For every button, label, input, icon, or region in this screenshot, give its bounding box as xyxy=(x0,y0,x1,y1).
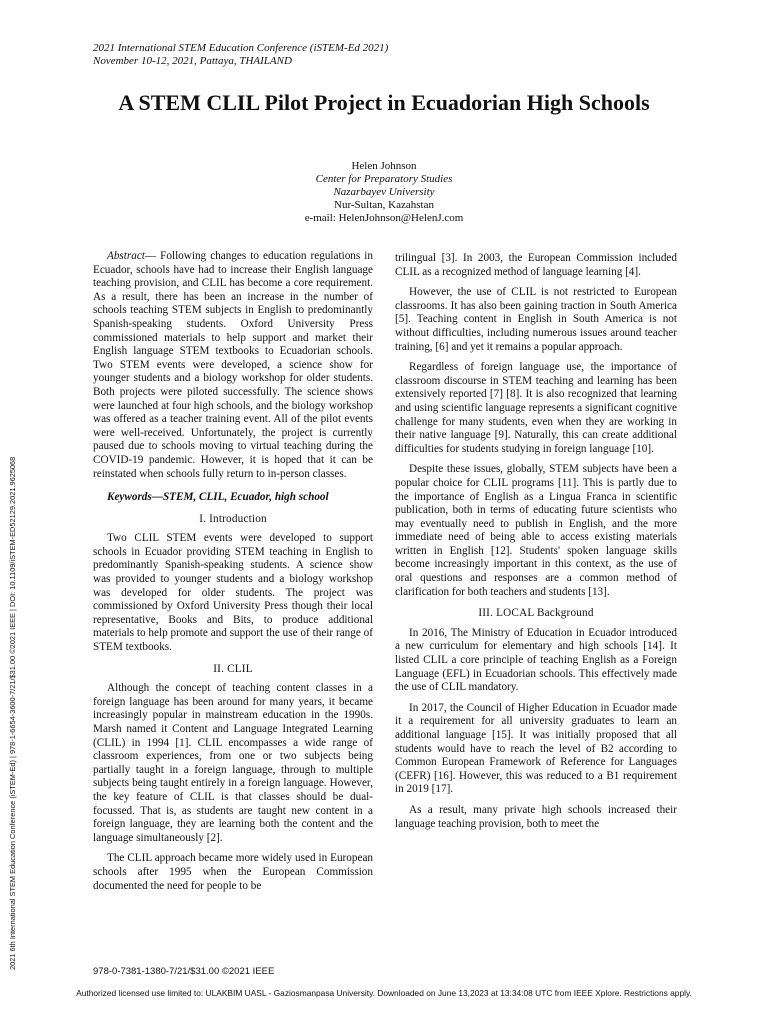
local-paragraph-2: In 2017, the Council of Higher Education in Ecuador made it a requirement for all university graduates to learn an additional language [15]. It was initially proposed that all students would have to reach the level of B2 according to Common European Framework of Reference for Languages (CEFR) [16]. However, this was reduced to a B1 requirement in 2019 [17]. xyxy=(395,701,677,796)
doi-sidebar-text: 2021 6th International STEM Education Conference (iSTEM-Ed) | 978-1-6654-3600-7/21/$31.00 ©2021 IEEE | DOI: 10.1109/iSTEM-ED52129.2021.9625068 xyxy=(8,456,17,970)
section-heading-local-background: III. LOCAL Background xyxy=(478,607,594,620)
doi-sidebar xyxy=(0,330,22,970)
section-heading-clil: II. CLIL xyxy=(213,662,253,675)
license-footer: Authorized licensed use limited to: ULAKBIM UASL - Gaziosmanpasa University. Downloaded on June 13,2023 at 13:34:08 UTC from IEEE Xplore. Restrictions apply. xyxy=(76,988,692,998)
abstract-text: — Following changes to education regulations in Ecuador, schools have had to increase their English language teaching provision, and CLIL has become a core requirement. As a result, there has been an increase in the number of schools teaching STEM subjects in English to predominantly Spanish-speaking students. Oxford University Press commissioned materials to help support and market their English language STEM textbooks to Ecuadorian schools. Two STEM events were developed, a science show for younger students and a biology workshop for older students. Both projects were piloted successfully. The science shows were launched at four high schools, and the biology workshop was offered as a teacher training event. All of the pilot events were well-received. Unfortunately, the project is currently paused due to schools moving to virtual teaching during the COVID-19 pandemic. However, it is hoped that it can be reinstated when schools fully return to in-person classes. xyxy=(93,250,373,480)
left-column xyxy=(93,250,373,900)
right-paragraph-4: Despite these issues, globally, STEM subjects have been a popular choice for CLIL programs [11]. This is partly due to the importance of English as a Lingua Franca in scientific publication, both in terms of educating future scientists who may eventually need to publish in English, and the more immediate need of being able to access existing materials written in English [12]. Students' spoken language skills become increasingly important in this context, as the use of oral questions and responses are a common method of clarification for both teachers and students [13]. xyxy=(395,463,677,598)
author-block xyxy=(184,160,584,225)
intro-paragraph: Two CLIL STEM events were developed to support schools in Ecuador providing STEM teaching in English to predominantly Spanish-speaking students. A science show was provided to younger students and a biology workshop was developed for older students. The project was commissioned by Oxford University Press though their local representative, Books and Bits, to produce additional materials to help promote and support the use of their range of STEM textbooks. xyxy=(93,532,373,654)
author-name: Helen Johnson xyxy=(351,160,417,172)
right-paragraph-1: trilingual [3]. In 2003, the European Commission included CLIL as a recognized method of language learning [4]. xyxy=(395,252,677,278)
clil-paragraph-1: Although the concept of teaching content classes in a foreign language has been around for many years, it became increasingly popular in mainstream education in the 1990s. Marsh named it Content and Language Integrated Learning (CLIL) in 1994 [1]. CLIL encompasses a wide range of classroom experiences, from one or two subjects being partially taught in a foreign language, through to multiple subjects being taught entirely in a foreign language. However, the key feature of CLIL is that classes should be dual-focussed. That is, as students are taught new content in a foreign language, they are learning both the content and the language simultaneously [2]. xyxy=(93,682,373,844)
clil-paragraph-2: The CLIL approach became more widely used in European schools after 1995 when the European Commission documented the need for people to be xyxy=(93,852,373,892)
author-university: Nazarbayev University xyxy=(333,186,435,198)
right-paragraph-3: Regardless of foreign language use, the importance of classroom discourse in STEM teaching and learning has been extensively reported [7] [8]. It is also recognized that learning and using scientific language represents a significant cognitive challenge for many students, even when they are working in their native language [9]. Naturally, this can create additional difficulties for students studying in foreign language [10]. xyxy=(395,361,677,455)
paper-title: A STEM CLIL Pilot Project in Ecuadorian High Schools xyxy=(118,90,650,115)
abstract xyxy=(93,250,373,481)
conference-header xyxy=(93,42,388,68)
author-location: Nur-Sultan, Kazahstan xyxy=(334,199,434,211)
conference-name: 2021 International STEM Education Conference (iSTEM-Ed 2021) xyxy=(93,42,389,54)
right-paragraph-2: However, the use of CLIL is not restricted to European classrooms. It has also been gaining traction in South America [5]. Teaching content in English in South America is not without difficulties, including numerous issues around teacher training, [6] and yet it remains a popular approach. xyxy=(395,286,677,353)
right-column xyxy=(395,252,677,838)
abstract-label: Abstract xyxy=(107,250,145,262)
section-heading-introduction: I. Introduction xyxy=(199,512,267,525)
local-paragraph-3: As a result, many private high schools increased their language teaching provision, both to meet the xyxy=(395,803,677,830)
conference-date: November 10-12, 2021, Pattaya, THAILAND xyxy=(93,55,292,67)
keywords: Keywords—STEM, CLIL, Ecuador, high school xyxy=(107,491,329,504)
local-paragraph-1: In 2016, The Ministry of Education in Ecuador introduced a new curriculum for elementary and high schools [14]. It listed CLIL a core principle of teaching English as a Foreign Language (EFL) in Ecuadorian schools. This effectively made the use of CLIL mandatory. xyxy=(395,626,677,694)
author-email: e-mail: HelenJohnson@HelenJ.com xyxy=(304,212,464,224)
isbn-line: 978-0-7381-1380-7/21/$31.00 ©2021 IEEE xyxy=(93,966,275,977)
author-department: Center for Preparatory Studies xyxy=(315,173,453,185)
